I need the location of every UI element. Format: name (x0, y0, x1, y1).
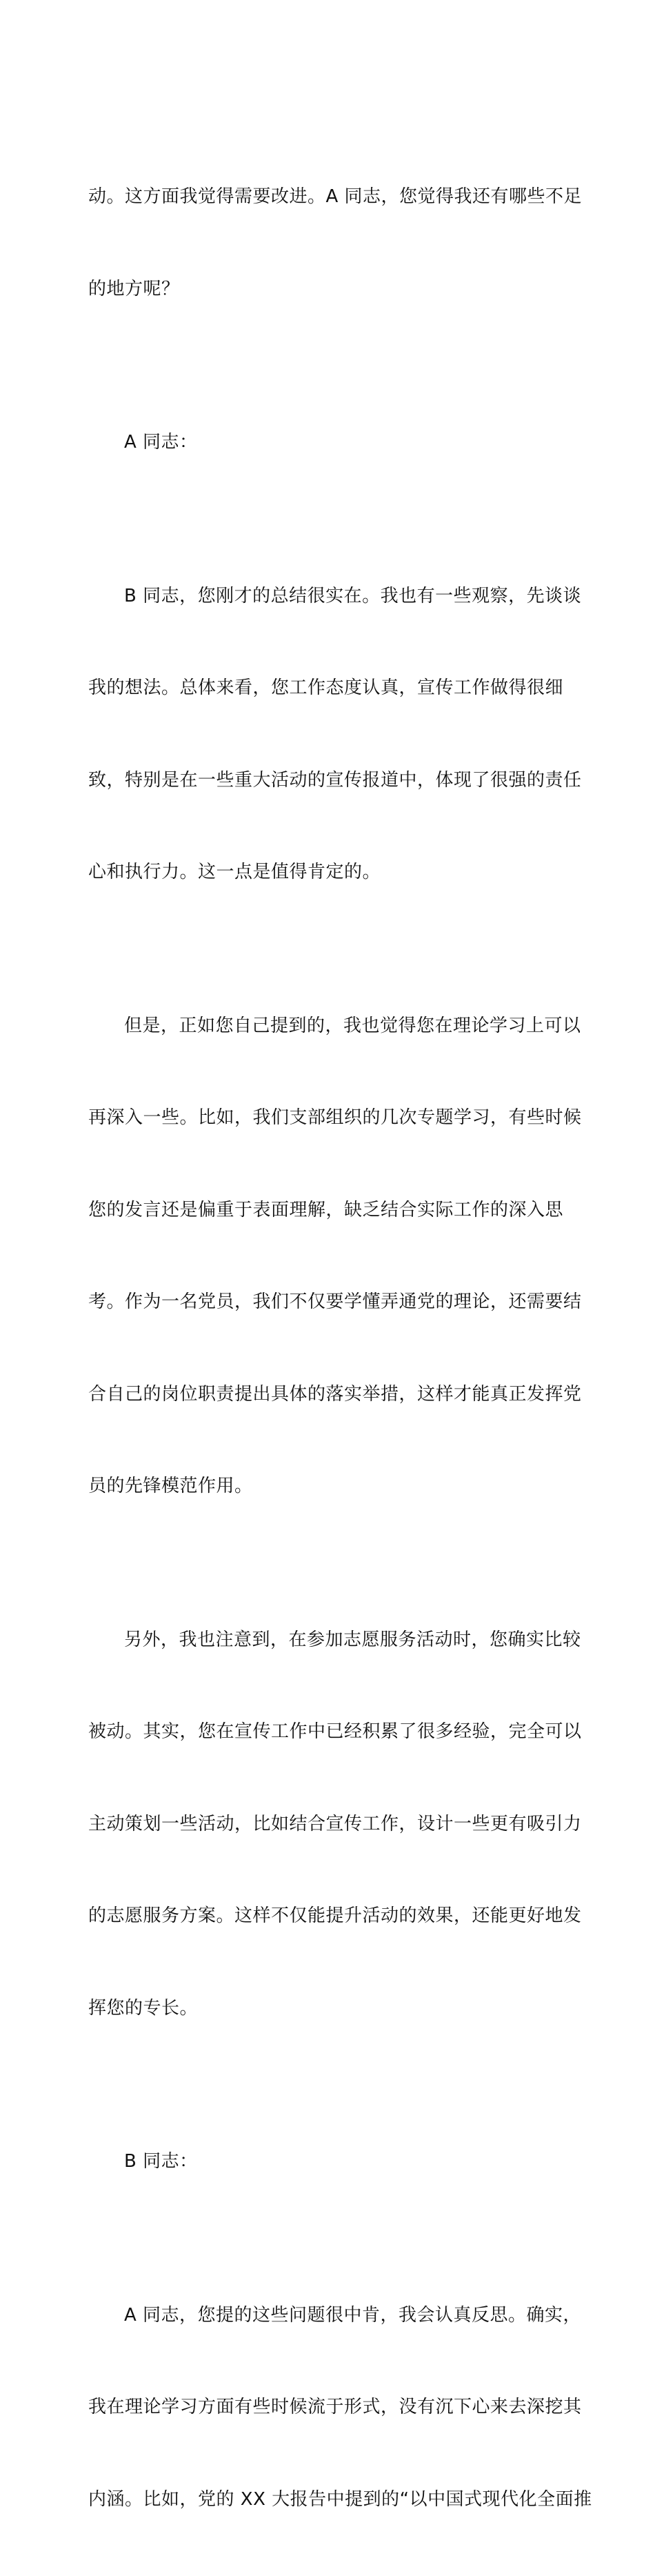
text-line: B 同志： (88, 2146, 571, 2177)
document-page (0, 0, 655, 927)
speaker-heading-b (88, 2085, 571, 2239)
text-line: 致，特别是在一些重大活动的宣传报道中，体现了很强的责任 (88, 765, 571, 796)
document-body (88, 120, 571, 2576)
text-line: 再深入一些。比如，我们支部组织的几次专题学习，有些时候 (88, 1102, 571, 1133)
text-line: 我的想法。总体来看，您工作态度认真，宣传工作做得很细 (88, 673, 571, 704)
text-line: 合自己的岗位职责提出具体的落实举措，这样才能真正发挥党 (88, 1379, 571, 1410)
text-line: 挥您的专长。 (88, 1993, 571, 2024)
text-line: 另外，我也注意到，在参加志愿服务活动时，您确实比较 (88, 1625, 571, 1656)
text-line: 的地方呢？ (88, 274, 571, 305)
text-line: 被动。其实，您在宣传工作中已经积累了很多经验，完全可以 (88, 1716, 571, 1747)
text-line: 动。这方面我觉得需要改进。A 同志，您觉得我还有哪些不足 (88, 181, 571, 212)
paragraph-a-remarks-3 (88, 1563, 571, 2085)
text-line: 的志愿服务方案。这样不仅能提升活动的效果，还能更好地发 (88, 1901, 571, 1932)
paragraph-a-remarks-1 (88, 519, 571, 949)
text-line: 我在理论学习方面有些时候流于形式，没有沉下心来去深挖其 (88, 2392, 571, 2423)
paragraph-b-response (88, 2239, 571, 2576)
text-line: 考。作为一名党员，我们不仅要学懂弄通党的理论，还需要结 (88, 1287, 571, 1318)
paragraph-continuation (88, 120, 571, 366)
text-line: A 同志： (88, 427, 571, 458)
text-line: B 同志，您刚才的总结很实在。我也有一些观察，先谈谈 (88, 581, 571, 612)
text-line: 内涵。比如，党的 XX 大报告中提到的“以中国式现代化全面推 (88, 2484, 571, 2515)
text-line: 主动策划一些活动，比如结合宣传工作，设计一些更有吸引力 (88, 1809, 571, 1840)
text-line: A 同志，您提的这些问题很中肯，我会认真反思。确实， (88, 2300, 571, 2331)
speaker-heading-a (88, 366, 571, 519)
text-line: 员的先锋模范作用。 (88, 1471, 571, 1502)
text-line: 心和执行力。这一点是值得肯定的。 (88, 857, 571, 888)
text-line: 您的发言还是偏重于表面理解，缺乏结合实际工作的深入思 (88, 1195, 571, 1226)
text-line: 但是，正如您自己提到的，我也觉得您在理论学习上可以 (88, 1011, 571, 1042)
paragraph-a-remarks-2 (88, 949, 571, 1563)
